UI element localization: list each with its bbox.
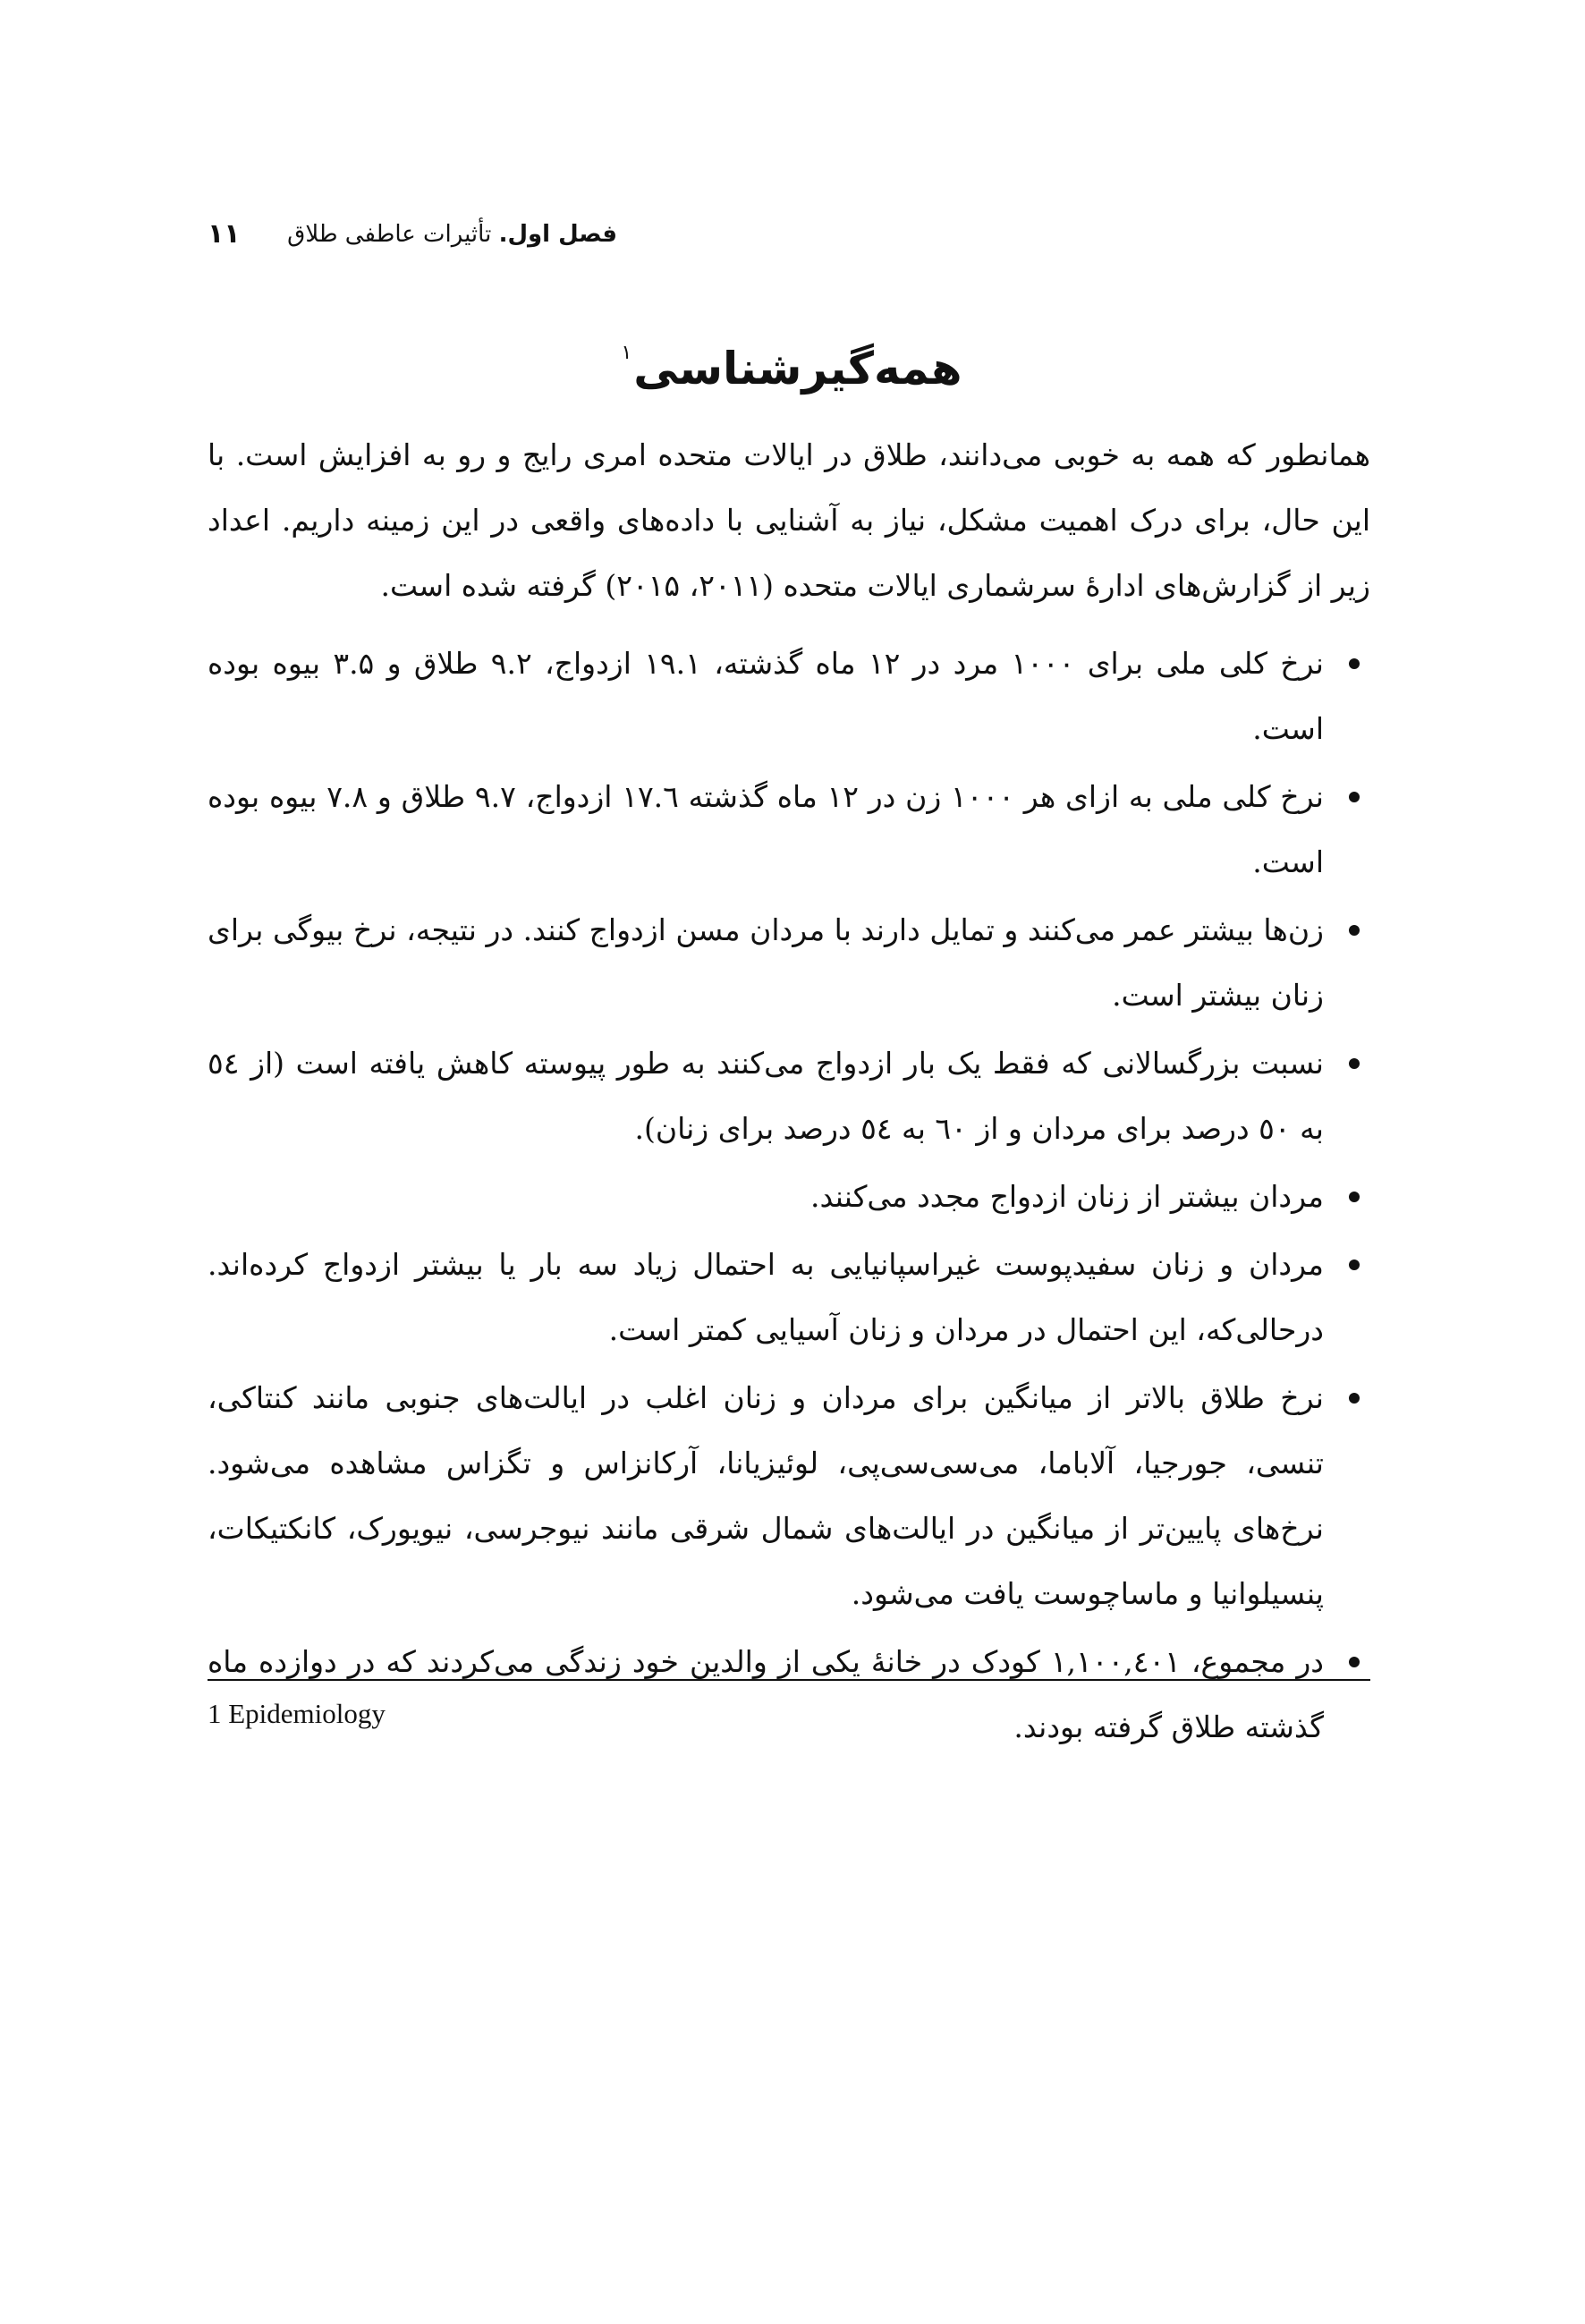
bullet-icon xyxy=(1349,1058,1360,1069)
running-header xyxy=(206,208,617,261)
section-heading-text: همه‌گیرشناسی xyxy=(633,343,962,394)
section-heading xyxy=(206,313,1377,409)
bullet-icon xyxy=(1349,658,1360,669)
list-item-text: زن‌ها بیشتر عمر می‌کنند و تمایل دارند با مردان مسن ازدواج کنند. در نتیجه، نرخ بیوگی برای زنان بیشتر است. xyxy=(208,912,1324,1013)
list-item-text: در مجموع، ۱,۱۰۰,٤۰۱ کودک در خانهٔ یکی از والدین خود زندگی می‌کردند که در دوازده ماه گذشته طلاق گرفته بودند. xyxy=(208,1644,1324,1744)
chapter-label: فصل اول. xyxy=(498,221,617,248)
bullet-icon xyxy=(1349,1192,1360,1202)
list-item xyxy=(208,1031,1370,1161)
body-text xyxy=(208,422,1370,1762)
bullet-icon xyxy=(1349,792,1360,802)
list-item xyxy=(208,1232,1370,1362)
chapter-title: تأثیرات عاطفی طلاق xyxy=(287,221,492,248)
list-item xyxy=(208,1365,1370,1626)
bullet-icon xyxy=(1349,1657,1360,1667)
list-item-text: نرخ طلاق بالاتر از میانگین برای مردان و زنان اغلب در ایالت‌های جنوبی مانند کنتاکی، تنسی، جورجیا، آلاباما، می‌سی‌سی‌پی، لوئیزیانا، آرکانزاس و تگزاس مشاهده می‌شود. نرخ‌های پایین‌تر از میانگین در ایالت‌های شمال شرقی مانند نیوجرسی، نیویورک، کانکتیکات، پنسیلوانیا و ماساچوست یافت می‌شود. xyxy=(208,1380,1324,1611)
list-item xyxy=(208,897,1370,1028)
list-item xyxy=(208,1629,1370,1760)
list-item xyxy=(208,1164,1370,1229)
footnote-divider xyxy=(208,1679,1370,1681)
footnote: 1 Epidemiology xyxy=(208,1698,386,1729)
intro-paragraph: همانطور که همه به خوبی می‌دانند، طلاق در ایالات متحده امری رایج و رو به افزایش است. با این حال، برای درک اهمیت مشکل، نیاز به آشنایی با داده‌های واقعی در این زمینه داریم. اعداد زیر از گزارش‌های ادارهٔ سرشماری ایالات متحده (۲۰۱۱، ۲۰۱۵) گرفته شده است. xyxy=(208,437,1370,603)
list-item-text: مردان بیشتر از زنان ازدواج مجدد می‌کنند. xyxy=(809,1179,1324,1214)
list-item-text: نرخ کلی ملی به ازای هر ۱۰۰۰ زن در ۱۲ ماه گذشته ۱۷.٦ ازدواج، ۹.۷ طلاق و ۷.۸ بیوه بوده است. xyxy=(208,779,1324,879)
list-item-text: نرخ کلی ملی برای ۱۰۰۰ مرد در ۱۲ ماه گذشته، ۱۹.۱ ازدواج، ۹.۲ طلاق و ۳.۵ بیوه بوده است. xyxy=(208,646,1324,746)
list-item xyxy=(208,631,1370,761)
list-item-text: نسبت بزرگسالانی که فقط یک بار ازدواج می‌کنند به طور پیوسته کاهش یافته است (از ٥٤ به ٥٠ درصد برای مردان و از ٦٠ به ٥٤ درصد برای زنان). xyxy=(208,1046,1324,1146)
bullet-icon xyxy=(1349,1393,1360,1404)
list-item xyxy=(208,764,1370,895)
footnote-marker: ۱ xyxy=(621,342,632,364)
bullet-icon xyxy=(1349,925,1360,936)
bullet-icon xyxy=(1349,1260,1360,1270)
list-item-text: مردان و زنان سفیدپوست غیراسپانیایی به احتمال زیاد سه بار یا بیشتر ازدواج کرده‌اند. درحالی‌که، این احتمال در مردان و زنان آسیایی کمتر است. xyxy=(208,1247,1324,1347)
statistics-list xyxy=(208,631,1370,1760)
page-number: ۱۱ xyxy=(208,218,241,250)
